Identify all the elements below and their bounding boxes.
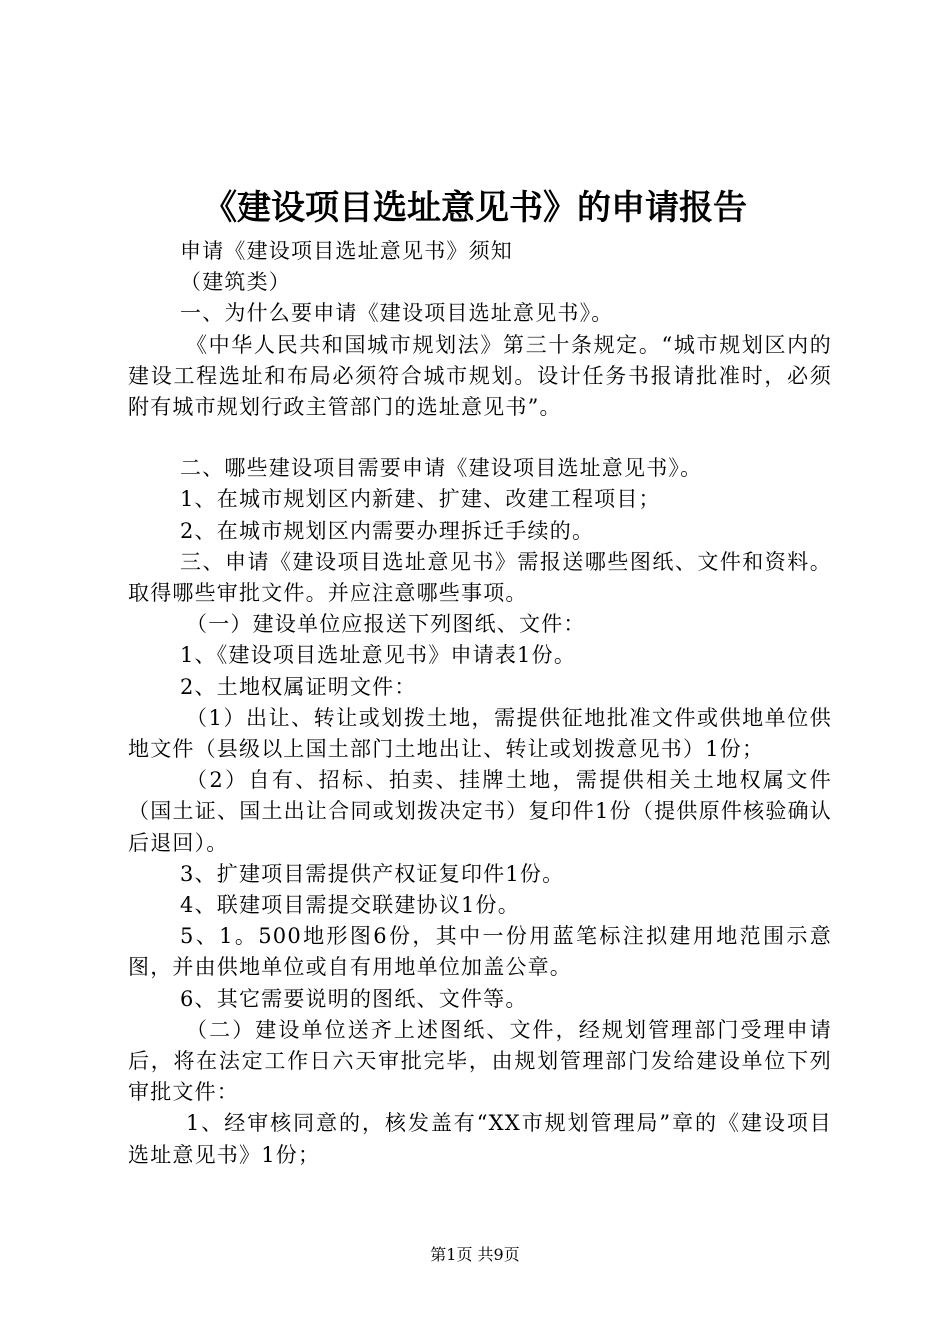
list-item: （1）出让、转让或划拨土地，需提供征地批准文件或供地单位供地文件（县级以上国土部门土地出让、转让或划拨意见书）1份； — [128, 705, 832, 762]
subsection-heading: （二）建设单位送齐上述图纸、文件，经规划管理部门受理申请后，将在法定工作日六天审批完毕，由规划管理部门发给建设单位下列审批文件： — [128, 1017, 832, 1105]
list-item: 4、联建项目需提交联建协议1份。 — [180, 893, 520, 918]
list-item: （2）自有、招标、拍卖、挂牌土地，需提供相关土地权属文件（国土证、国土出让合同或划拨决定书）复印件1份（提供原件核验确认后退回）。 — [128, 768, 832, 855]
list-item: 2、在城市规划区内需要办理拆迁手续的。 — [180, 518, 595, 543]
paragraph: （建筑类） — [180, 270, 291, 295]
paragraph: 《中华人民共和国城市规划法》第三十条规定。“城市规划区内的建设工程选址和布局必须符合城市规划。设计任务书报请批准时，必须附有城市规划行政主管部门的选址意见书”。 — [128, 332, 832, 420]
list-item: 5、1。500地形图6份，其中一份用蓝笔标注拟建用地范围示意图，并由供地单位或自有用地单位加盖公章。 — [128, 924, 832, 980]
list-item: 1、在城市规划区内新建、扩建、改建工程项目； — [180, 487, 661, 512]
paragraph: 申请《建设项目选址意见书》须知 — [180, 239, 513, 263]
section-heading: 二、哪些建设项目需要申请《建设项目选址意见书》。 — [180, 456, 703, 481]
list-item: 2、土地权属证明文件： — [180, 674, 417, 699]
paragraph-gap — [128, 423, 832, 453]
section-heading: 一、为什么要申请《建设项目选址意见书》。 — [180, 301, 614, 326]
section-heading: 三、申请《建设项目选址意见书》需报送哪些图纸、文件和资料。取得哪些审批文件。并应注意哪些事项。 — [128, 549, 832, 606]
document-title: 《建设项目选址意见书》的申请报告 — [203, 188, 747, 228]
document-body — [128, 236, 832, 1171]
page-footer: 第1页 共9页 — [430, 1245, 520, 1264]
list-item: 3、扩建项目需提供产权证复印件1份。 — [180, 861, 565, 886]
list-item: 1、《建设项目选址意见书》申请表1份。 — [180, 643, 577, 668]
list-item: 1、经审核同意的，核发盖有“XX市规划管理局”章的《建设项目选址意见书》1份； — [128, 1111, 832, 1167]
subsection-heading: （一）建设单位应报送下列图纸、文件： — [186, 612, 586, 637]
list-item: 6、其它需要说明的图纸、文件等。 — [180, 986, 528, 1011]
